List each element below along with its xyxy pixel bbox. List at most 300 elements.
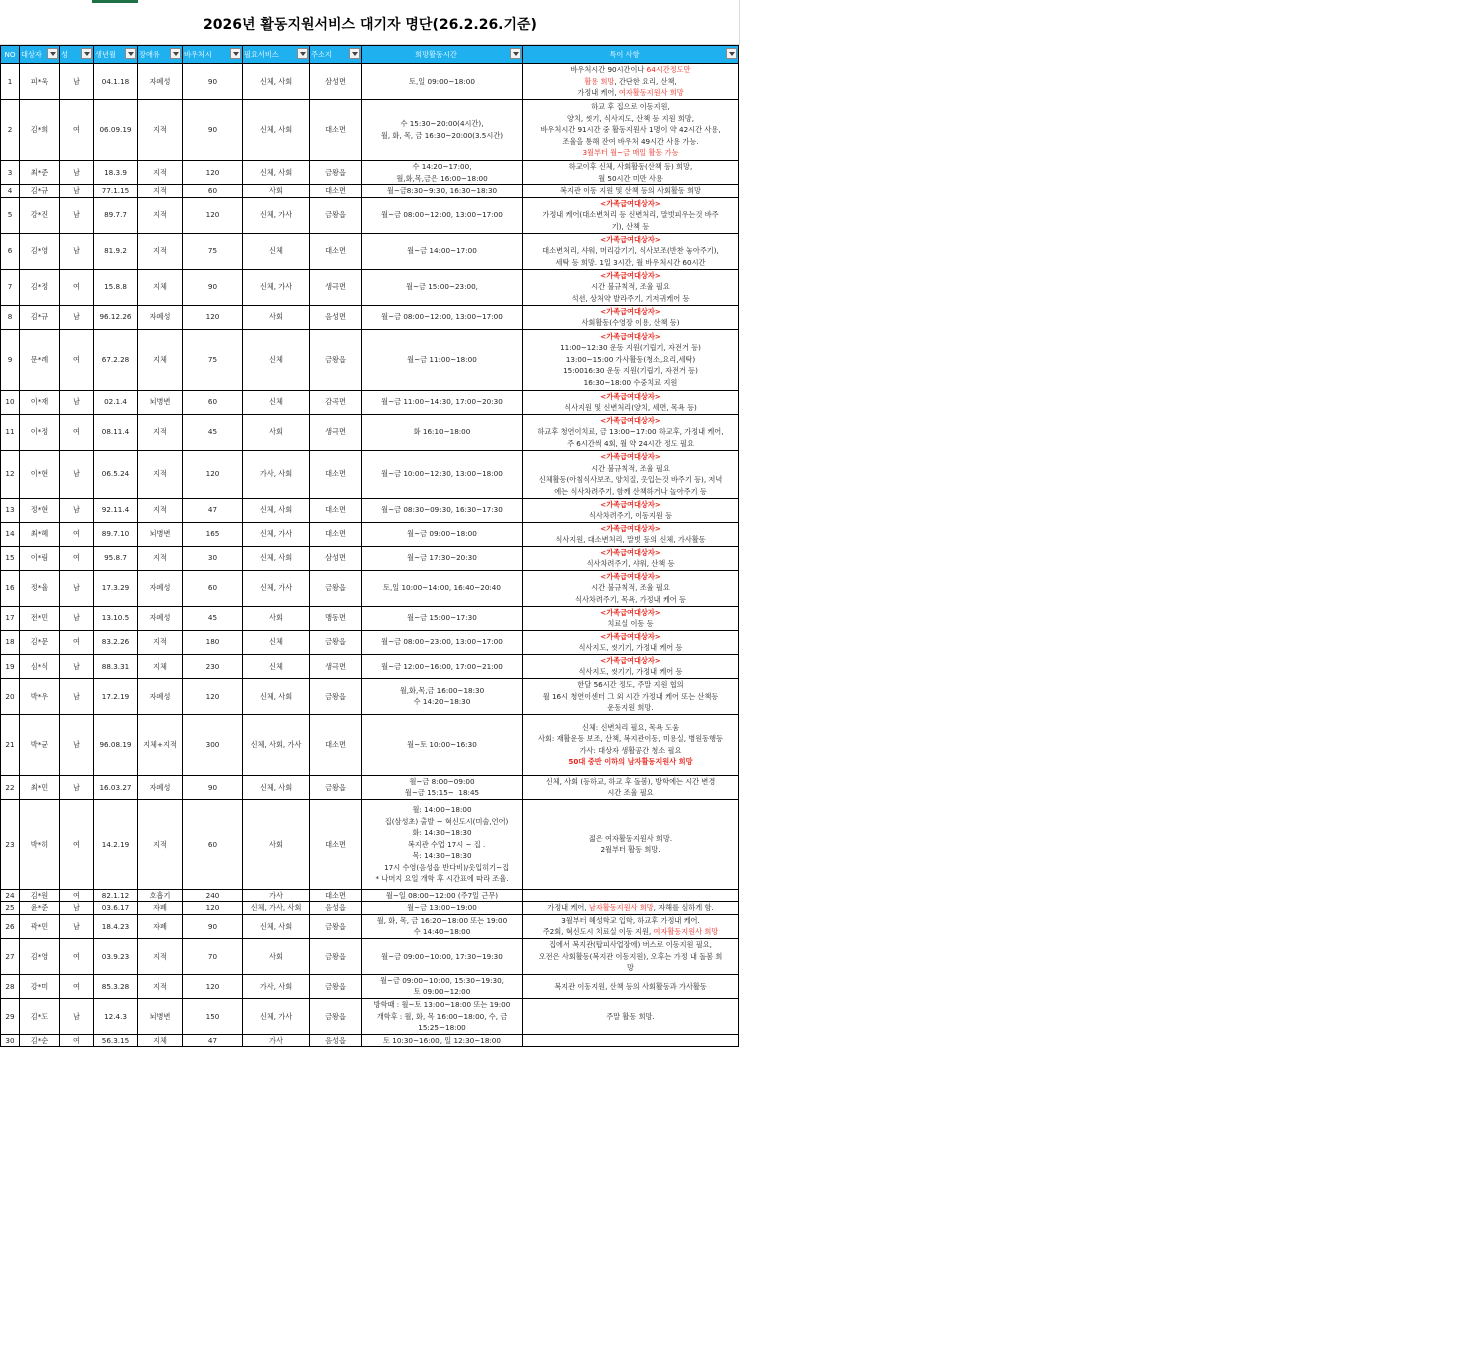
cell-sex[interactable]: 남 [60, 185, 94, 198]
cell-notes[interactable] [523, 998, 739, 1034]
cell-name[interactable]: 김*희 [20, 100, 60, 161]
cell-birth[interactable]: 14.2.19 [94, 799, 138, 889]
cell-birth[interactable]: 03.6.17 [94, 902, 138, 915]
cell-address[interactable]: 삼성면 [310, 546, 362, 570]
cell-notes[interactable] [523, 546, 739, 570]
cell-voucher-hours[interactable]: 75 [183, 329, 243, 390]
cell-sex[interactable]: 남 [60, 714, 94, 775]
cell-birth[interactable]: 17.2.19 [94, 678, 138, 714]
cell-service[interactable]: 사회 [243, 185, 310, 198]
cell-birth[interactable]: 89.7.7 [94, 197, 138, 233]
cell-hope-time[interactable] [362, 974, 523, 998]
cell-service[interactable]: 신체, 사회 [243, 914, 310, 938]
cell-notes[interactable] [523, 414, 739, 450]
cell-service[interactable]: 신체, 사회, 가사 [243, 714, 310, 775]
cell-service[interactable]: 신체 [243, 233, 310, 269]
cell-hope-time[interactable] [362, 450, 523, 498]
cell-address[interactable]: 금왕읍 [310, 678, 362, 714]
cell-birth[interactable]: 85.3.28 [94, 974, 138, 998]
header-birth[interactable]: 생년월 [94, 46, 138, 64]
cell-notes[interactable] [523, 902, 739, 915]
cell-name[interactable]: 문*례 [20, 329, 60, 390]
cell-hope-time[interactable] [362, 522, 523, 546]
cell-address[interactable]: 음성읍 [310, 902, 362, 915]
cell-name[interactable]: 박*히 [20, 799, 60, 889]
cell-no[interactable]: 13 [1, 498, 20, 522]
cell-no[interactable]: 12 [1, 450, 20, 498]
cell-no[interactable]: 10 [1, 390, 20, 414]
cell-voucher-hours[interactable]: 45 [183, 606, 243, 630]
cell-address[interactable]: 금왕읍 [310, 161, 362, 185]
cell-voucher-hours[interactable]: 120 [183, 678, 243, 714]
cell-hope-time[interactable] [362, 498, 523, 522]
cell-no[interactable]: 25 [1, 902, 20, 915]
cell-sex[interactable]: 남 [60, 570, 94, 606]
cell-name[interactable]: 최*준 [20, 161, 60, 185]
cell-birth[interactable]: 56.3.15 [94, 1034, 138, 1047]
cell-notes[interactable] [523, 630, 739, 654]
cell-no[interactable]: 24 [1, 889, 20, 902]
cell-hope-time[interactable] [362, 654, 523, 678]
header-sex[interactable]: 성 [60, 46, 94, 64]
cell-disability[interactable]: 지적 [138, 938, 183, 974]
table-row[interactable] [1, 450, 739, 498]
cell-disability[interactable]: 자폐성 [138, 678, 183, 714]
filter-dropdown-icon[interactable] [81, 48, 92, 59]
cell-disability[interactable]: 지적 [138, 100, 183, 161]
cell-hope-time[interactable] [362, 889, 523, 902]
cell-notes[interactable] [523, 233, 739, 269]
cell-hope-time[interactable] [362, 64, 523, 100]
cell-voucher-hours[interactable]: 60 [183, 570, 243, 606]
table-row[interactable] [1, 197, 739, 233]
cell-voucher-hours[interactable]: 150 [183, 998, 243, 1034]
cell-notes[interactable] [523, 654, 739, 678]
cell-service[interactable]: 신체, 사회 [243, 64, 310, 100]
cell-birth[interactable]: 83.2.26 [94, 630, 138, 654]
cell-service[interactable]: 신체, 가사 [243, 522, 310, 546]
cell-sex[interactable]: 남 [60, 450, 94, 498]
cell-address[interactable]: 삼성면 [310, 64, 362, 100]
cell-voucher-hours[interactable]: 120 [183, 450, 243, 498]
cell-no[interactable]: 18 [1, 630, 20, 654]
cell-notes[interactable] [523, 775, 739, 799]
cell-service[interactable]: 신체 [243, 329, 310, 390]
cell-name[interactable]: 곽*민 [20, 914, 60, 938]
cell-name[interactable]: 이*림 [20, 546, 60, 570]
cell-no[interactable]: 20 [1, 678, 20, 714]
table-row[interactable] [1, 654, 739, 678]
cell-no[interactable]: 8 [1, 305, 20, 329]
header-time[interactable]: 희망활동시간 [362, 46, 523, 64]
table-row[interactable] [1, 233, 739, 269]
cell-disability[interactable]: 지적 [138, 197, 183, 233]
cell-disability[interactable]: 호흡기 [138, 889, 183, 902]
cell-service[interactable]: 신체, 가사, 사회 [243, 902, 310, 915]
cell-service[interactable]: 신체, 가사 [243, 269, 310, 305]
cell-notes[interactable] [523, 100, 739, 161]
cell-no[interactable]: 19 [1, 654, 20, 678]
table-row[interactable] [1, 914, 739, 938]
cell-name[interactable]: 김*원 [20, 889, 60, 902]
cell-service[interactable]: 가사 [243, 889, 310, 902]
cell-sex[interactable]: 남 [60, 197, 94, 233]
cell-notes[interactable] [523, 570, 739, 606]
cell-birth[interactable]: 16.03.27 [94, 775, 138, 799]
cell-voucher-hours[interactable]: 180 [183, 630, 243, 654]
cell-no[interactable]: 5 [1, 197, 20, 233]
cell-name[interactable]: 박*우 [20, 678, 60, 714]
cell-address[interactable]: 금왕읍 [310, 630, 362, 654]
cell-sex[interactable]: 남 [60, 64, 94, 100]
cell-disability[interactable]: 지적 [138, 498, 183, 522]
cell-birth[interactable]: 82.1.12 [94, 889, 138, 902]
cell-voucher-hours[interactable]: 30 [183, 546, 243, 570]
cell-sex[interactable]: 남 [60, 775, 94, 799]
cell-service[interactable]: 신체 [243, 654, 310, 678]
cell-hope-time[interactable] [362, 570, 523, 606]
header-address[interactable]: 주소지 [310, 46, 362, 64]
cell-hope-time[interactable] [362, 775, 523, 799]
table-row[interactable] [1, 606, 739, 630]
cell-no[interactable]: 14 [1, 522, 20, 546]
table-row[interactable] [1, 329, 739, 390]
cell-disability[interactable]: 자폐성 [138, 570, 183, 606]
cell-disability[interactable]: 지적 [138, 630, 183, 654]
header-service[interactable]: 필요서비스 [243, 46, 310, 64]
cell-sex[interactable]: 남 [60, 305, 94, 329]
cell-birth[interactable]: 81.9.2 [94, 233, 138, 269]
cell-name[interactable]: 전*민 [20, 606, 60, 630]
cell-no[interactable]: 2 [1, 100, 20, 161]
filter-dropdown-icon[interactable] [726, 48, 737, 59]
cell-service[interactable]: 신체, 가사 [243, 197, 310, 233]
cell-voucher-hours[interactable]: 120 [183, 305, 243, 329]
cell-notes[interactable] [523, 390, 739, 414]
cell-hope-time[interactable] [362, 938, 523, 974]
cell-voucher-hours[interactable]: 60 [183, 799, 243, 889]
cell-hope-time[interactable] [362, 269, 523, 305]
cell-disability[interactable]: 자폐성 [138, 606, 183, 630]
table-row[interactable] [1, 775, 739, 799]
cell-no[interactable]: 21 [1, 714, 20, 775]
cell-name[interactable]: 심*식 [20, 654, 60, 678]
cell-address[interactable]: 생극면 [310, 414, 362, 450]
cell-service[interactable]: 사회 [243, 799, 310, 889]
cell-name[interactable]: 김*규 [20, 305, 60, 329]
cell-birth[interactable]: 06.09.19 [94, 100, 138, 161]
cell-address[interactable]: 대소면 [310, 450, 362, 498]
cell-address[interactable]: 대소면 [310, 799, 362, 889]
cell-disability[interactable]: 지체 [138, 654, 183, 678]
cell-notes[interactable] [523, 522, 739, 546]
cell-address[interactable]: 맹동면 [310, 606, 362, 630]
cell-voucher-hours[interactable]: 47 [183, 498, 243, 522]
cell-no[interactable]: 22 [1, 775, 20, 799]
cell-no[interactable]: 11 [1, 414, 20, 450]
cell-no[interactable]: 1 [1, 64, 20, 100]
table-row[interactable] [1, 998, 739, 1034]
cell-name[interactable]: 강*진 [20, 197, 60, 233]
cell-birth[interactable]: 89.7.10 [94, 522, 138, 546]
cell-service[interactable]: 사회 [243, 414, 310, 450]
cell-name[interactable]: 강*미 [20, 974, 60, 998]
cell-birth[interactable]: 96.08.19 [94, 714, 138, 775]
cell-voucher-hours[interactable]: 120 [183, 161, 243, 185]
table-row[interactable] [1, 546, 739, 570]
cell-voucher-hours[interactable]: 90 [183, 914, 243, 938]
cell-notes[interactable] [523, 197, 739, 233]
cell-notes[interactable] [523, 889, 739, 902]
cell-sex[interactable]: 여 [60, 889, 94, 902]
cell-no[interactable]: 6 [1, 233, 20, 269]
table-row[interactable] [1, 161, 739, 185]
cell-birth[interactable]: 18.3.9 [94, 161, 138, 185]
cell-sex[interactable]: 남 [60, 914, 94, 938]
cell-address[interactable]: 생극면 [310, 654, 362, 678]
filter-dropdown-icon[interactable] [510, 48, 521, 59]
cell-no[interactable]: 15 [1, 546, 20, 570]
table-row[interactable] [1, 570, 739, 606]
cell-voucher-hours[interactable]: 230 [183, 654, 243, 678]
cell-notes[interactable] [523, 714, 739, 775]
cell-address[interactable]: 음성면 [310, 305, 362, 329]
cell-birth[interactable]: 08.11.4 [94, 414, 138, 450]
cell-name[interactable]: 김*문 [20, 630, 60, 654]
cell-name[interactable]: 김*규 [20, 185, 60, 198]
cell-address[interactable]: 금왕읍 [310, 775, 362, 799]
cell-notes[interactable] [523, 606, 739, 630]
cell-disability[interactable]: 지적 [138, 414, 183, 450]
table-row[interactable] [1, 269, 739, 305]
cell-voucher-hours[interactable]: 90 [183, 775, 243, 799]
cell-name[interactable]: 이*현 [20, 450, 60, 498]
cell-name[interactable]: 김*영 [20, 938, 60, 974]
cell-voucher-hours[interactable]: 300 [183, 714, 243, 775]
cell-name[interactable]: 정*율 [20, 570, 60, 606]
cell-birth[interactable]: 95.8.7 [94, 546, 138, 570]
cell-hope-time[interactable] [362, 414, 523, 450]
table-row[interactable] [1, 714, 739, 775]
cell-disability[interactable]: 자폐성 [138, 305, 183, 329]
cell-birth[interactable]: 96.12.26 [94, 305, 138, 329]
cell-address[interactable]: 생극면 [310, 269, 362, 305]
cell-no[interactable]: 9 [1, 329, 20, 390]
cell-hope-time[interactable] [362, 799, 523, 889]
cell-address[interactable]: 감곡면 [310, 390, 362, 414]
cell-address[interactable]: 금왕읍 [310, 329, 362, 390]
cell-service[interactable]: 신체 [243, 390, 310, 414]
cell-disability[interactable]: 지체+지적 [138, 714, 183, 775]
cell-service[interactable]: 사회 [243, 606, 310, 630]
cell-sex[interactable]: 여 [60, 329, 94, 390]
cell-address[interactable]: 대소면 [310, 233, 362, 269]
cell-address[interactable]: 금왕읍 [310, 938, 362, 974]
cell-name[interactable]: 김*순 [20, 1034, 60, 1047]
cell-service[interactable]: 신체, 사회 [243, 161, 310, 185]
cell-notes[interactable] [523, 799, 739, 889]
cell-disability[interactable]: 지적 [138, 546, 183, 570]
filter-dropdown-icon[interactable] [230, 48, 241, 59]
cell-hope-time[interactable] [362, 390, 523, 414]
cell-notes[interactable] [523, 1034, 739, 1047]
table-row[interactable] [1, 100, 739, 161]
cell-hope-time[interactable] [362, 1034, 523, 1047]
cell-voucher-hours[interactable]: 45 [183, 414, 243, 450]
cell-name[interactable]: 정*현 [20, 498, 60, 522]
cell-sex[interactable]: 여 [60, 269, 94, 305]
cell-hope-time[interactable] [362, 161, 523, 185]
cell-service[interactable]: 신체, 사회 [243, 546, 310, 570]
cell-hope-time[interactable] [362, 998, 523, 1034]
cell-disability[interactable]: 지체 [138, 269, 183, 305]
cell-name[interactable]: 이*정 [20, 414, 60, 450]
cell-disability[interactable]: 자폐 [138, 902, 183, 915]
cell-hope-time[interactable] [362, 714, 523, 775]
header-notes[interactable]: 특이 사항 [523, 46, 739, 64]
cell-voucher-hours[interactable]: 90 [183, 269, 243, 305]
table-row[interactable] [1, 185, 739, 198]
cell-no[interactable]: 7 [1, 269, 20, 305]
cell-voucher-hours[interactable]: 60 [183, 185, 243, 198]
cell-voucher-hours[interactable]: 60 [183, 390, 243, 414]
cell-birth[interactable]: 92.11.4 [94, 498, 138, 522]
cell-disability[interactable]: 자폐성 [138, 64, 183, 100]
cell-service[interactable]: 사회 [243, 938, 310, 974]
cell-address[interactable]: 금왕읍 [310, 914, 362, 938]
cell-disability[interactable]: 지적 [138, 799, 183, 889]
cell-service[interactable]: 가사 [243, 1034, 310, 1047]
cell-service[interactable]: 사회 [243, 305, 310, 329]
cell-sex[interactable]: 여 [60, 546, 94, 570]
cell-no[interactable]: 17 [1, 606, 20, 630]
cell-notes[interactable] [523, 305, 739, 329]
cell-service[interactable]: 신체 [243, 630, 310, 654]
cell-address[interactable]: 대소면 [310, 714, 362, 775]
filter-dropdown-icon[interactable] [297, 48, 308, 59]
cell-sex[interactable]: 남 [60, 161, 94, 185]
table-row[interactable] [1, 64, 739, 100]
cell-no[interactable]: 30 [1, 1034, 20, 1047]
cell-service[interactable]: 신체, 사회 [243, 100, 310, 161]
header-disability[interactable]: 장애유 [138, 46, 183, 64]
cell-voucher-hours[interactable]: 120 [183, 902, 243, 915]
cell-birth[interactable]: 12.4.3 [94, 998, 138, 1034]
cell-disability[interactable]: 지체 [138, 329, 183, 390]
cell-name[interactable]: 피*욱 [20, 64, 60, 100]
table-row[interactable] [1, 938, 739, 974]
cell-address[interactable]: 음성읍 [310, 1034, 362, 1047]
cell-sex[interactable]: 남 [60, 606, 94, 630]
cell-sex[interactable]: 여 [60, 938, 94, 974]
cell-sex[interactable]: 남 [60, 654, 94, 678]
cell-no[interactable]: 29 [1, 998, 20, 1034]
cell-no[interactable]: 3 [1, 161, 20, 185]
filter-dropdown-icon[interactable] [125, 48, 136, 59]
cell-name[interactable]: 김*영 [20, 233, 60, 269]
table-row[interactable] [1, 1034, 739, 1047]
cell-no[interactable]: 28 [1, 974, 20, 998]
table-row[interactable] [1, 889, 739, 902]
cell-hope-time[interactable] [362, 902, 523, 915]
cell-address[interactable]: 대소면 [310, 522, 362, 546]
table-row[interactable] [1, 974, 739, 998]
cell-name[interactable]: 최*민 [20, 775, 60, 799]
cell-notes[interactable] [523, 498, 739, 522]
header-voucher-hours[interactable]: 바우처시 [183, 46, 243, 64]
cell-disability[interactable]: 지적 [138, 233, 183, 269]
cell-hope-time[interactable] [362, 914, 523, 938]
cell-service[interactable]: 신체, 사회 [243, 775, 310, 799]
cell-voucher-hours[interactable]: 120 [183, 197, 243, 233]
cell-hope-time[interactable] [362, 305, 523, 329]
cell-notes[interactable] [523, 329, 739, 390]
cell-notes[interactable] [523, 64, 739, 100]
cell-sex[interactable]: 여 [60, 630, 94, 654]
cell-sex[interactable]: 여 [60, 414, 94, 450]
cell-birth[interactable]: 03.9.23 [94, 938, 138, 974]
cell-name[interactable]: 최*혜 [20, 522, 60, 546]
filter-dropdown-icon[interactable] [47, 48, 58, 59]
cell-birth[interactable]: 13.10.5 [94, 606, 138, 630]
cell-disability[interactable]: 지적 [138, 161, 183, 185]
table-row[interactable] [1, 390, 739, 414]
cell-disability[interactable]: 지적 [138, 185, 183, 198]
cell-hope-time[interactable] [362, 100, 523, 161]
cell-birth[interactable]: 04.1.18 [94, 64, 138, 100]
cell-address[interactable]: 금왕읍 [310, 998, 362, 1034]
cell-birth[interactable]: 17.3.29 [94, 570, 138, 606]
cell-service[interactable]: 신체, 사회 [243, 678, 310, 714]
cell-notes[interactable] [523, 974, 739, 998]
cell-address[interactable]: 대소면 [310, 498, 362, 522]
cell-hope-time[interactable] [362, 197, 523, 233]
cell-disability[interactable]: 자폐 [138, 914, 183, 938]
cell-disability[interactable]: 지체 [138, 1034, 183, 1047]
table-row[interactable] [1, 305, 739, 329]
cell-disability[interactable]: 자폐성 [138, 775, 183, 799]
filter-dropdown-icon[interactable] [349, 48, 360, 59]
cell-hope-time[interactable] [362, 233, 523, 269]
table-row[interactable] [1, 498, 739, 522]
cell-address[interactable]: 대소면 [310, 100, 362, 161]
cell-service[interactable]: 신체, 사회 [243, 498, 310, 522]
cell-disability[interactable]: 뇌병변 [138, 998, 183, 1034]
cell-no[interactable]: 4 [1, 185, 20, 198]
cell-notes[interactable] [523, 678, 739, 714]
cell-notes[interactable] [523, 185, 739, 198]
cell-notes[interactable] [523, 938, 739, 974]
cell-birth[interactable]: 88.3.31 [94, 654, 138, 678]
cell-birth[interactable]: 18.4.23 [94, 914, 138, 938]
cell-address[interactable]: 대소면 [310, 889, 362, 902]
cell-voucher-hours[interactable]: 240 [183, 889, 243, 902]
cell-hope-time[interactable] [362, 678, 523, 714]
cell-sex[interactable]: 남 [60, 498, 94, 522]
cell-sex[interactable]: 여 [60, 100, 94, 161]
cell-sex[interactable]: 남 [60, 998, 94, 1034]
cell-voucher-hours[interactable]: 90 [183, 64, 243, 100]
cell-sex[interactable]: 남 [60, 902, 94, 915]
filter-dropdown-icon[interactable] [170, 48, 181, 59]
table-row[interactable] [1, 522, 739, 546]
cell-name[interactable]: 박*균 [20, 714, 60, 775]
cell-voucher-hours[interactable]: 120 [183, 974, 243, 998]
cell-hope-time[interactable] [362, 546, 523, 570]
cell-service[interactable]: 가사, 사회 [243, 450, 310, 498]
cell-name[interactable]: 김*도 [20, 998, 60, 1034]
table-row[interactable] [1, 630, 739, 654]
